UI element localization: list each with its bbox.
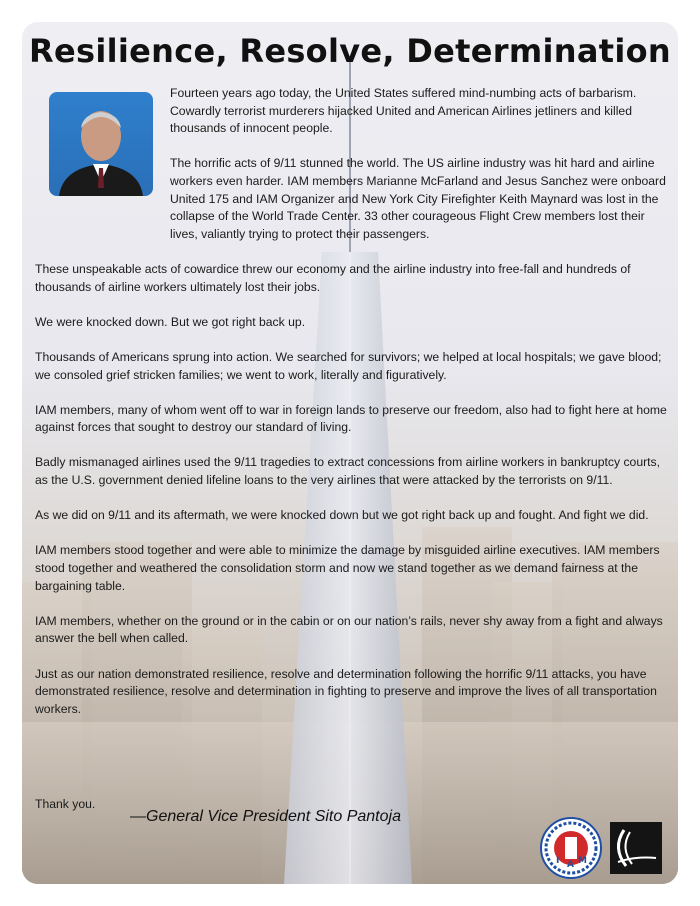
iam-logo: [540, 817, 602, 879]
iam-letter-a: A: [567, 860, 574, 870]
paragraph: As we did on 9/11 and its aftermath, we were knocked down but we got right back up and fought. And fight we did.: [35, 508, 649, 523]
paragraph: IAM members, whether on the ground or in the cabin or on our nation’s rails, never shy away from a fight and always answer the bell when called.: [35, 613, 663, 646]
page-title: Resilience, Resolve, Determination: [29, 32, 671, 70]
paragraph: Thousands of Americans sprung into action. We searched for survivors; we helped at local hospitals; we gave blood; we consoled grief stricken families; we went to work, literally and figuratively.: [35, 349, 662, 382]
article-body: [35, 85, 667, 736]
paragraph: The horrific acts of 9/11 stunned the world. The US airline industry was hit hard and airline workers even harder. IAM members Marianne McFarland and Jesus Sanchez were onboard United 175 and IAM Organizer and New York City Firefighter Keith Maynard was lost in the collapse of the World Trade Center. 33 other courageous Flight Crew members lost their lives, valiantly trying to protect their passengers.: [170, 156, 666, 241]
poster-card: [22, 22, 678, 884]
paragraph: Just as our nation demonstrated resilience, resolve and determination following the horrific 9/11 attacks, you have demonstrated resilience, resolve and determination in fighting to preserve and improve the lives of all transportation workers.: [35, 666, 657, 716]
paragraph: IAM members, many of whom went off to war in foreign lands to preserve our freedom, also had to fight here at home against forces that sought to destroy our standard of living.: [35, 402, 667, 435]
paragraph: IAM members stood together and were able to minimize the damage by misguided airline executives. IAM members stood together and weathered the consolidation storm and now we stand together as we demand fairness at the bargaining table.: [35, 543, 660, 593]
paragraph: Fourteen years ago today, the United States suffered mind-numbing acts of barbarism. Cowardly terrorist murderers hijacked United and American Airlines jetliners and killed thousands of innocent people.: [170, 86, 637, 136]
transportation-logo: [610, 822, 662, 874]
paragraph: These unspeakable acts of cowardice threw our economy and the airline industry into free-fall and hundreds of thousands of airline workers ultimately lost their jobs.: [35, 261, 631, 294]
iam-letter-i: I: [556, 856, 560, 866]
paragraph: We were knocked down. But we got right back up.: [35, 314, 306, 329]
paragraph: Badly mismanaged airlines used the 9/11 tragedies to extract concessions from airline workers in bankruptcy courts, as the U.S. government denied lifeline loans to the very airlines that were attacked by the terrorists on 9/11.: [35, 455, 661, 488]
iam-letter-m: M: [578, 856, 587, 866]
closing-line: Thank you.: [35, 797, 96, 811]
signature: —General Vice President Sito Pantoja: [130, 808, 401, 825]
